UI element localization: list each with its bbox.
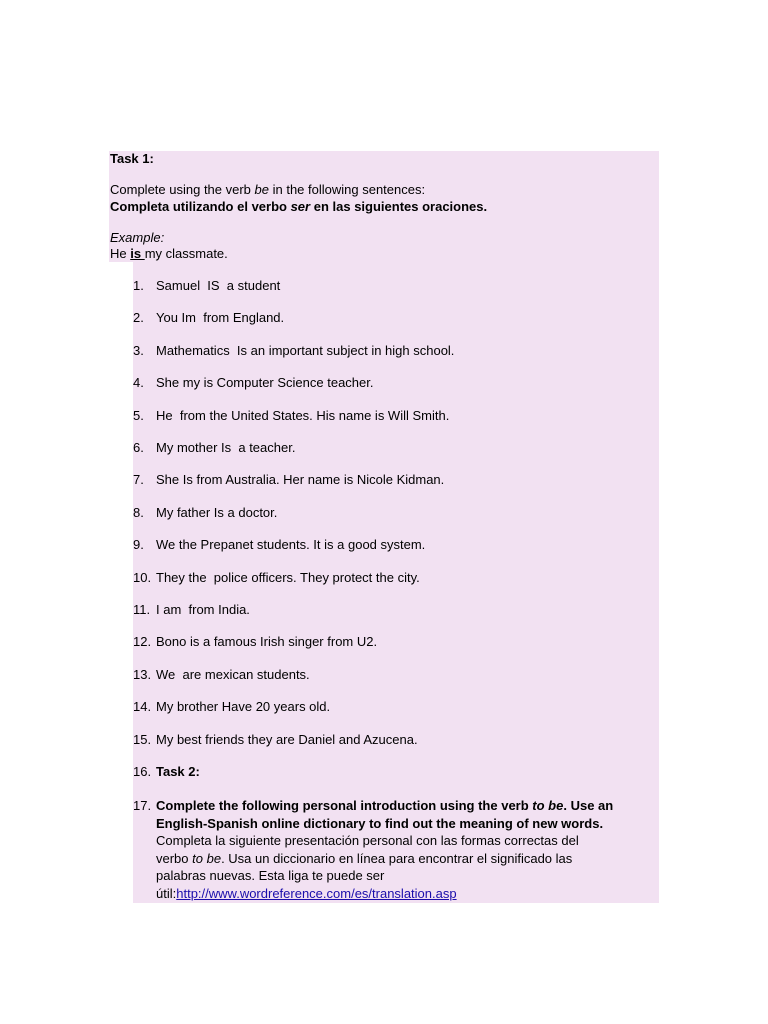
list-number: 16. bbox=[133, 764, 152, 779]
list-item-text: We the Prepanet students. It is a good system. bbox=[156, 537, 426, 553]
list-item-text: She Is from Australia. Her name is Nicole Kidman. bbox=[156, 472, 445, 488]
task2-bold-verb: to be bbox=[532, 798, 564, 813]
task2-es-suffix: . Usa un diccionario en línea para encontrar el significado las bbox=[221, 850, 573, 866]
instruction-en-prefix: Complete using the verb bbox=[110, 182, 255, 197]
list-item-text: He from the United States. His name is Will Smith. bbox=[156, 407, 450, 423]
list-number: 5. bbox=[133, 407, 144, 423]
list-item bbox=[133, 634, 377, 650]
task2-es-line2 bbox=[156, 850, 661, 868]
task2-bold-line2: English-Spanish online dictionary to find out the meaning of new words. bbox=[156, 815, 604, 831]
list-item bbox=[133, 440, 295, 456]
list-number: 9. bbox=[133, 537, 144, 553]
list-item bbox=[133, 408, 449, 424]
list-number: 11. bbox=[133, 602, 151, 617]
list-number: 4. bbox=[133, 375, 144, 391]
instruction-es-verb: ser bbox=[290, 199, 311, 214]
instruction-es-prefix: Completa utilizando el verbo bbox=[110, 199, 291, 214]
task2-instructions bbox=[156, 797, 661, 902]
list-item bbox=[133, 310, 284, 326]
task2-bold-line1 bbox=[156, 797, 661, 815]
task2-es-line3: palabras nuevas. Esta liga te puede ser bbox=[156, 868, 385, 883]
list-number: 15. bbox=[133, 731, 152, 747]
task1-instruction-es bbox=[110, 199, 487, 215]
list-number: 7. bbox=[133, 472, 144, 488]
list-number: 8. bbox=[133, 504, 144, 520]
list-number: 13. bbox=[133, 666, 152, 682]
task2-es-line1: Completa la siguiente presentación personal con las formas correctas del bbox=[156, 833, 579, 848]
list-item bbox=[133, 375, 374, 391]
list-number: 12. bbox=[133, 634, 152, 650]
list-item-text: You Im from England. bbox=[156, 310, 285, 326]
list-item bbox=[133, 732, 418, 748]
list-item bbox=[133, 570, 420, 586]
instruction-en-verb: be bbox=[254, 182, 269, 197]
list-number: 14. bbox=[133, 699, 152, 715]
list-item bbox=[133, 343, 454, 359]
list-item-text: Bono is a famous Irish singer from U2. bbox=[156, 634, 378, 650]
example-verb: is bbox=[130, 246, 145, 261]
instruction-es-suffix: en las siguientes oraciones. bbox=[310, 199, 488, 214]
task2-bold-suffix: . Use an bbox=[563, 798, 614, 813]
list-item bbox=[133, 472, 444, 488]
instruction-en-suffix: in the following sentences: bbox=[269, 182, 426, 197]
list-item-text: I am from India. bbox=[156, 602, 250, 617]
example-label: Example: bbox=[110, 230, 165, 245]
list-item-text: My best friends they are Daniel and Azucena. bbox=[156, 731, 418, 747]
task2-es-useful-label: útil: bbox=[156, 885, 177, 901]
list-item-text: My mother Is a teacher. bbox=[156, 440, 296, 455]
list-item bbox=[133, 537, 425, 553]
list-number: 17. bbox=[133, 798, 152, 813]
task2-es-line4 bbox=[156, 885, 661, 903]
task2-es-verb: to be bbox=[192, 850, 222, 866]
list-number: 2. bbox=[133, 310, 144, 326]
list-item bbox=[133, 764, 200, 780]
list-number: 3. bbox=[133, 342, 144, 358]
example-suffix: my classmate. bbox=[144, 246, 228, 261]
list-item-text: We are mexican students. bbox=[156, 666, 310, 682]
list-item-text: Mathematics Is an important subject in high school. bbox=[156, 342, 455, 358]
list-item bbox=[133, 667, 310, 683]
list-number: 1. bbox=[133, 278, 144, 293]
task1-instruction-en bbox=[110, 182, 425, 198]
task2-item bbox=[133, 798, 156, 814]
list-item-text: My brother Have 20 years old. bbox=[156, 699, 331, 715]
wordreference-link[interactable]: http://www.wordreference.com/es/translation.asp bbox=[176, 885, 457, 901]
list-item bbox=[133, 699, 330, 715]
task2-bold-prefix: Complete the following personal introduction using the verb bbox=[156, 798, 533, 813]
list-item-text: Samuel IS a student bbox=[156, 278, 281, 293]
task2-es-prefix: verbo bbox=[156, 850, 193, 866]
task1-heading: Task 1: bbox=[110, 151, 154, 166]
list-item-text: My father Is a doctor. bbox=[156, 504, 278, 520]
example-sentence bbox=[110, 246, 228, 262]
list-item bbox=[133, 602, 250, 618]
list-item-text: She my is Computer Science teacher. bbox=[156, 375, 374, 391]
list-number: 6. bbox=[133, 440, 144, 455]
list-item bbox=[133, 278, 280, 294]
list-item bbox=[133, 505, 277, 521]
example-prefix: He bbox=[110, 246, 131, 261]
list-item-text: They the police officers. They protect the city. bbox=[156, 569, 420, 585]
list-item-text: Task 2: bbox=[156, 764, 200, 779]
list-number: 10. bbox=[133, 569, 152, 585]
